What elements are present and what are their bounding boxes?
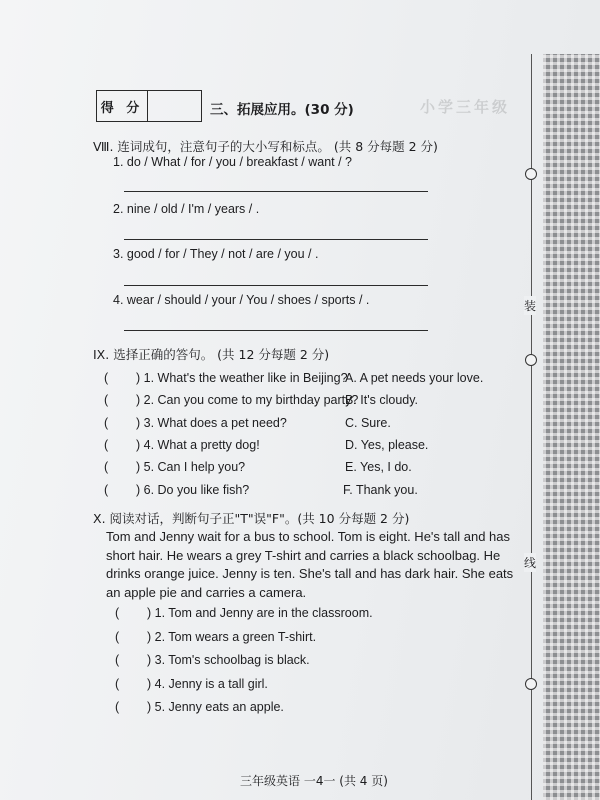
answer-bracket-open[interactable]: ( bbox=[115, 606, 120, 620]
statement-text: ) 2. Tom wears a green T-shirt. bbox=[147, 630, 317, 644]
question-text: ) 2. Can you come to my birthday party? bbox=[136, 393, 359, 407]
part10-heading: X. 阅读对话，判断句子正"T"误"F"。(共 10 分每题 2 分) bbox=[93, 511, 410, 526]
answer-bracket-open[interactable]: ( bbox=[104, 393, 109, 407]
part8-item: 4. wear / should / your / You / shoes / sports / . bbox=[113, 293, 370, 307]
answer-bracket-open[interactable]: ( bbox=[104, 416, 109, 430]
answer-line[interactable] bbox=[124, 191, 428, 192]
answer-bracket-open[interactable]: ( bbox=[104, 371, 109, 385]
question-text: ) 3. What does a pet need? bbox=[136, 416, 287, 430]
answer-option: D. Yes, please. bbox=[345, 438, 429, 452]
question-text: ) 1. What's the weather like in Beijing? bbox=[136, 371, 348, 385]
binding-char: 线 bbox=[524, 553, 536, 572]
question-text: ) 6. Do you like fish? bbox=[136, 483, 250, 497]
reading-passage: Tom and Jenny wait for a bus to school. Tom is eight. He's tall and has short hair. He wears a grey T-shirt and carries a black schoolbag. He drinks orange juice. Jenny is ten. She's tall and has dark hair. She eats an apple pie and carries a camera. bbox=[106, 529, 514, 600]
binding-hole-icon bbox=[525, 168, 537, 180]
answer-bracket-open[interactable]: ( bbox=[115, 700, 120, 714]
answer-bracket-open[interactable]: ( bbox=[104, 460, 109, 474]
answer-line[interactable] bbox=[124, 330, 428, 331]
score-label: 得 分 bbox=[97, 91, 148, 121]
answer-bracket-open[interactable]: ( bbox=[115, 630, 120, 644]
statement-text: ) 1. Tom and Jenny are in the classroom. bbox=[147, 606, 373, 620]
question-text: ) 4. What a pretty dog! bbox=[136, 438, 260, 452]
page-footer: 三年级英语 一4一 (共 4 页) bbox=[240, 774, 388, 788]
binding-strip bbox=[543, 54, 600, 800]
part8-item: 3. good / for / They / not / are / you / . bbox=[113, 247, 319, 261]
answer-bracket-open[interactable]: ( bbox=[115, 653, 120, 667]
statement-text: ) 4. Jenny is a tall girl. bbox=[147, 677, 268, 691]
answer-bracket-open[interactable]: ( bbox=[104, 438, 109, 452]
answer-line[interactable] bbox=[124, 239, 428, 240]
answer-bracket-open[interactable]: ( bbox=[115, 677, 120, 691]
part8-heading: Ⅷ. 连词成句，注意句子的大小写和标点。 (共 8 分每题 2 分) bbox=[93, 139, 438, 154]
part8-item: 2. nine / old / I'm / years / . bbox=[113, 202, 260, 216]
section-title: 三、拓展应用。(30 分) bbox=[210, 102, 354, 118]
answer-line[interactable] bbox=[124, 285, 428, 286]
part9-heading: IX. 选择正确的答句。 (共 12 分每题 2 分) bbox=[93, 347, 330, 362]
part8-item: 1. do / What / for / you / breakfast / want / ? bbox=[113, 155, 353, 169]
statement-text: ) 3. Tom's schoolbag is black. bbox=[147, 653, 310, 667]
answer-option: B. It's cloudy. bbox=[345, 393, 419, 407]
score-value-cell bbox=[148, 91, 201, 121]
binding-hole-icon bbox=[525, 354, 537, 366]
statement-text: ) 5. Jenny eats an apple. bbox=[147, 700, 284, 714]
binding-hole-icon bbox=[525, 678, 537, 690]
score-box bbox=[96, 90, 202, 122]
bleed-through-text: 小学三年级 bbox=[420, 98, 511, 116]
binding-char: 装 bbox=[524, 296, 536, 315]
answer-bracket-open[interactable]: ( bbox=[104, 483, 109, 497]
answer-option: A. A pet needs your love. bbox=[345, 371, 484, 385]
answer-option: C. Sure. bbox=[345, 416, 391, 430]
question-text: ) 5. Can I help you? bbox=[136, 460, 246, 474]
answer-option: F. Thank you. bbox=[343, 483, 418, 497]
answer-option: E. Yes, I do. bbox=[345, 460, 412, 474]
